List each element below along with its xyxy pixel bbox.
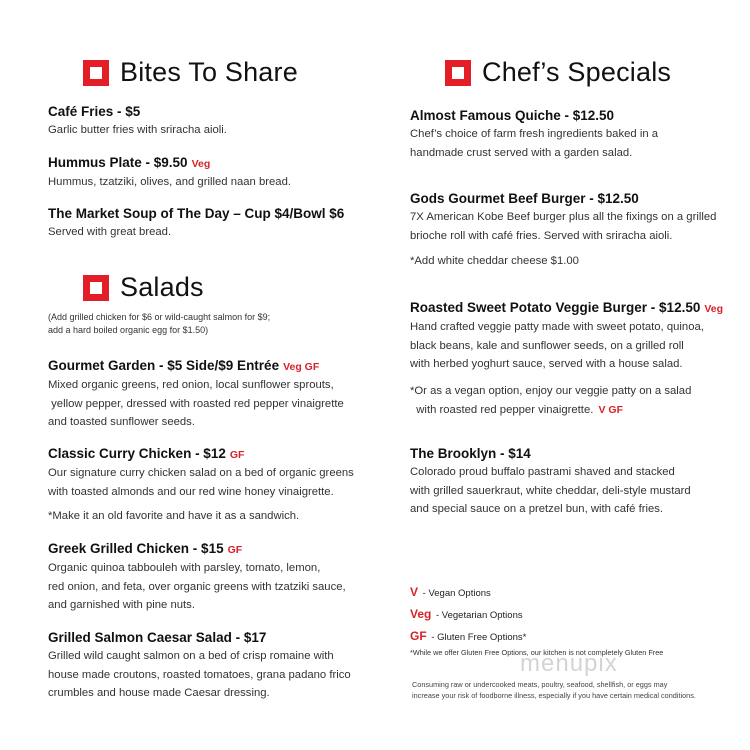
item-name: Gods Gourmet Beef Burger - $12.50 <box>410 191 639 206</box>
menu-item <box>410 107 658 162</box>
specials-header <box>445 57 671 88</box>
item-desc: Hand crafted veggie patty made with sweet potato, quinoa, black beans, kale and sunflower seeds, on a grilled roll with herbed yoghurt sauce, served with a house salad. <box>410 321 704 370</box>
item-name: Grilled Salmon Caesar Salad - $17 <box>48 630 267 645</box>
gluten-disclaimer: *While we offer Gluten Free Options, our kitchen is not completely Gluten Free <box>410 648 664 657</box>
red-square-icon <box>83 60 109 86</box>
menu-item <box>48 445 354 501</box>
menu-item <box>48 205 344 242</box>
menu-item <box>410 299 723 374</box>
diet-tag: V GF <box>598 403 624 416</box>
item-note: *Or as a vegan option, enjoy our veggie patty on a salad with roasted red pepper vinaigrette. V GF <box>410 385 692 416</box>
item-name: Gourmet Garden - $5 Side/$9 Entrée <box>48 358 280 373</box>
item-desc: Colorado proud buffalo pastrami shaved and stacked with grilled sauerkraut, white cheddar, deli-style mustard and special sauce on a pretzel bun, with café fries. <box>410 466 691 515</box>
item-name: The Brooklyn - $14 <box>410 446 531 461</box>
item-desc: Chef’s choice of farm fresh ingredients baked in a handmade crust served with a garden salad. <box>410 128 659 159</box>
diet-tag: GF <box>227 544 243 556</box>
salad-addons-note: (Add grilled chicken for $6 or wild-caught salmon for $9; add a hard boiled organic egg for $1.50) <box>48 312 271 335</box>
legend-item: GF - Gluten Free Options* <box>410 629 527 643</box>
item-name: Greek Grilled Chicken - $15 <box>48 541 224 556</box>
food-safety-footer: Consuming raw or undercooked meats, poultry, seafood, shellfish, or eggs may increase your risk of foodborne illness, especially if you have certain medical conditions. <box>412 680 696 700</box>
menupix-watermark: menupix <box>520 650 618 677</box>
diet-tag: Veg <box>191 158 211 170</box>
item-desc: Hummus, tzatziki, olives, and grilled naan bread. <box>48 176 291 188</box>
item-desc: Organic quinoa tabbouleh with parsley, tomato, lemon, red onion, and feta, over organic greens with tzatziki sauce, and garnished with pine nuts. <box>48 562 346 611</box>
item-desc: Our signature curry chicken salad on a bed of organic greens with toasted almonds and our red wine honey vinaigrette. <box>48 467 354 498</box>
menu-item <box>410 190 716 245</box>
red-square-icon <box>83 275 109 301</box>
diet-tag: Veg <box>704 303 724 315</box>
item-note: *Add white cheddar cheese $1.00 <box>410 255 579 267</box>
salads-header <box>83 272 204 303</box>
item-name: The Market Soup of The Day – Cup $4/Bowl $6 <box>48 206 345 221</box>
item-note: *Make it an old favorite and have it as a sandwich. <box>48 510 300 522</box>
item-name: Café Fries - $5 <box>48 104 141 119</box>
bites-title: Bites To Share <box>120 57 298 87</box>
legend-item: V - Vegan Options <box>410 585 491 599</box>
specials-title: Chef’s Specials <box>482 57 672 87</box>
item-name: Classic Curry Chicken - $12 <box>48 446 226 461</box>
item-name: Almost Famous Quiche - $12.50 <box>410 108 615 123</box>
diet-tag: GF <box>229 449 245 461</box>
item-desc: Garlic butter fries with sriracha aioli. <box>48 124 227 136</box>
menu-item <box>48 103 227 140</box>
diet-tag: Veg GF <box>283 361 320 373</box>
menu-item <box>48 629 351 703</box>
legend-item: Veg - Vegetarian Options <box>410 607 523 621</box>
red-square-icon <box>445 60 471 86</box>
item-desc: 7X American Kobe Beef burger plus all the fixings on a grilled brioche roll with café fries. Served with sriracha aioli. <box>410 211 717 242</box>
item-desc: Mixed organic greens, red onion, local sunflower sprouts, yellow pepper, dressed with roasted red pepper vinaigrette and toasted sunflower seeds. <box>48 379 344 428</box>
salads-title: Salads <box>120 272 204 302</box>
menu-item <box>48 357 344 432</box>
item-name: Hummus Plate - $9.50 <box>48 155 188 170</box>
menu-item <box>410 445 691 519</box>
menu-item <box>48 154 291 192</box>
item-desc: Served with great bread. <box>48 226 172 238</box>
bites-header <box>83 57 298 88</box>
diet-legend <box>410 582 663 658</box>
item-desc: Grilled wild caught salmon on a bed of crisp romaine with house made croutons, roasted tomatoes, grana padano frico crumbles and house made Caesar dressing. <box>48 650 351 699</box>
menu-item <box>48 540 346 615</box>
item-name: Roasted Sweet Potato Veggie Burger - $12.50 <box>410 300 701 315</box>
